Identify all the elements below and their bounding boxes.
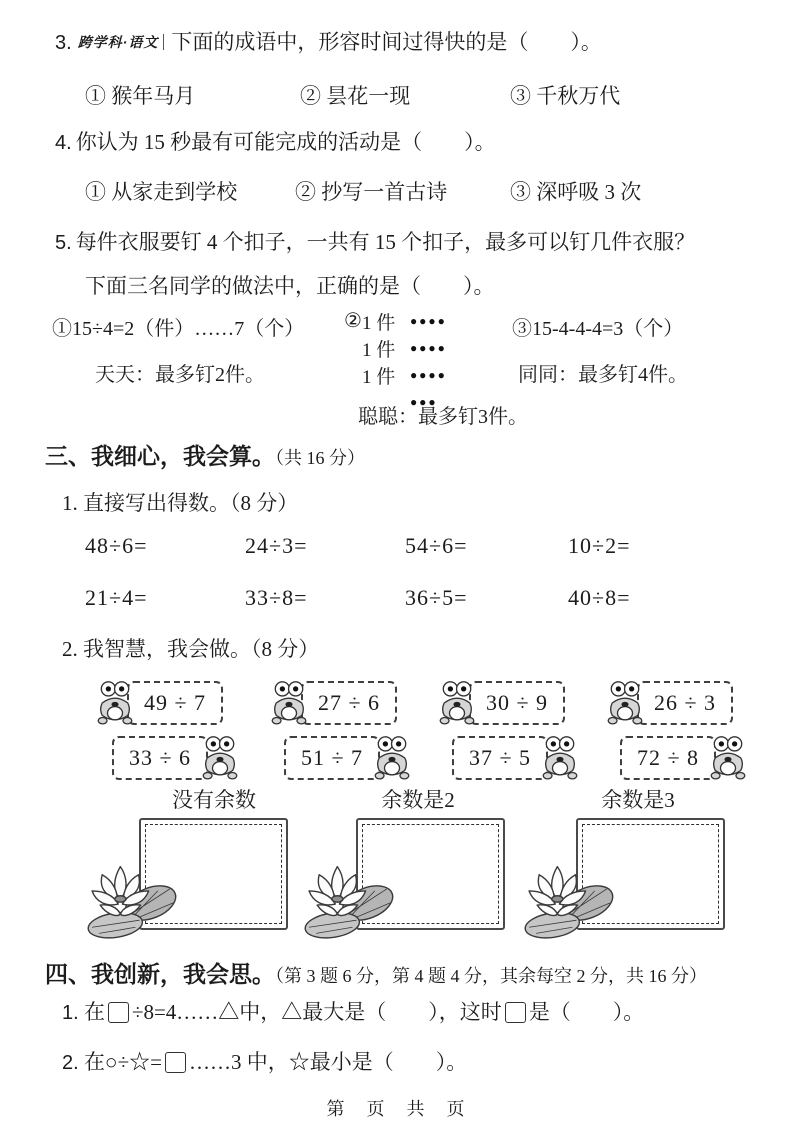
dot-row xyxy=(362,362,447,389)
calc-item: 21÷4= xyxy=(85,585,148,610)
section-3-points: （共 16 分） xyxy=(275,448,365,468)
frog-icon xyxy=(201,733,239,783)
dot-row-dots: ●●●● xyxy=(409,368,447,382)
question-text-segment: ÷8=4……△中，△最大是（ ），这时 xyxy=(131,1000,502,1024)
frog-icon xyxy=(270,678,308,728)
section-4-title: 四、我创新，我会思。 xyxy=(45,961,275,987)
question-4-option-1: ① 从家走到学校 xyxy=(85,180,238,204)
method-2-number: ② xyxy=(344,310,362,332)
frog-card xyxy=(284,733,411,783)
calc-item: 54÷6= xyxy=(405,533,468,558)
question-5-number: 5. xyxy=(55,232,72,254)
division-card: 37 ÷ 5 xyxy=(452,736,548,780)
question-5-text-line2: 下面三名同学的做法中，正确的是（ ）。 xyxy=(85,274,495,298)
frog-card xyxy=(620,733,747,783)
division-card: 72 ÷ 8 xyxy=(620,736,716,780)
lotus-flower-icon xyxy=(304,860,400,940)
section-3-title: 三、我细心，我会算。 xyxy=(45,443,275,469)
dot-row xyxy=(362,308,447,335)
frog-icon xyxy=(373,733,411,783)
bin-label-no-remainder: 没有余数 xyxy=(172,788,256,812)
frog-icon xyxy=(606,678,644,728)
division-card: 27 ÷ 6 xyxy=(301,681,397,725)
dot-row-dots: ●●●● xyxy=(409,314,447,328)
question-3-text: 下面的成语中，形容时间过得快的是（ ）。 xyxy=(171,30,602,54)
blank-square-box xyxy=(505,1002,526,1023)
frog-card xyxy=(452,733,579,783)
frog-icon xyxy=(541,733,579,783)
question-3-option-1: ① 猴年马月 xyxy=(85,84,196,108)
frog-card xyxy=(270,678,397,728)
question-number: 2. xyxy=(62,1052,79,1074)
blank-square-box xyxy=(108,1002,129,1023)
section-3-sub1-title: 1. 直接写出得数。（8 分） xyxy=(62,491,299,515)
frog-card xyxy=(112,733,239,783)
division-card: 51 ÷ 7 xyxy=(284,736,380,780)
method-1-conclusion: 天天：最多钉2件。 xyxy=(95,364,265,386)
section-4-points: （第 3 题 6 分，第 4 题 4 分，其余每空 2 分，共 16 分） xyxy=(275,966,707,986)
question-text-segment: 在 xyxy=(83,1000,105,1024)
question-3-option-3: ③ 千秋万代 xyxy=(510,84,621,108)
section-3-sub2-title: 2. 我智慧，我会做。（8 分） xyxy=(62,637,320,661)
cross-subject-badge: 跨学科·语文 xyxy=(76,34,165,50)
method-3-conclusion: 同同：最多钉4件。 xyxy=(518,364,688,386)
question-4-option-3: ③ 深呼吸 3 次 xyxy=(510,180,642,204)
dot-row-dots: ●●●● xyxy=(409,341,447,355)
section-4-header xyxy=(45,956,707,989)
question-number: 1. xyxy=(62,1002,79,1024)
frog-card xyxy=(438,678,565,728)
calc-item: 36÷5= xyxy=(405,585,468,610)
section-4-question-2 xyxy=(62,1046,467,1076)
lotus-flower-icon xyxy=(524,860,620,940)
method-1-formula: ①15÷4=2（件）……7（个） xyxy=(52,318,305,340)
bin-label-remainder-3: 余数是3 xyxy=(601,788,675,812)
question-4-text: 你认为 15 秒最有可能完成的活动是（ ）。 xyxy=(75,130,496,154)
frog-card xyxy=(96,678,223,728)
calc-item: 10÷2= xyxy=(568,533,631,558)
method-2-conclusion: 聪聪：最多钉3件。 xyxy=(358,406,528,428)
frog-icon xyxy=(96,678,134,728)
question-3-option-2: ② 昙花一现 xyxy=(300,84,411,108)
question-text-segment: 是（ ）。 xyxy=(528,1000,645,1024)
dot-row-label: 1 件 xyxy=(361,367,396,388)
question-3-number: 3. xyxy=(55,32,72,54)
frog-card xyxy=(606,678,733,728)
page-footer: 第 页 共 页 xyxy=(326,1099,467,1119)
question-5 xyxy=(55,226,695,256)
blank-square-box xyxy=(165,1052,186,1073)
division-card: 30 ÷ 9 xyxy=(469,681,565,725)
question-4-number: 4. xyxy=(55,132,72,154)
calc-item: 24÷3= xyxy=(245,533,308,558)
question-3 xyxy=(55,26,602,56)
question-5-text-line1: 每件衣服要钉 4 个扣子，一共有 15 个扣子，最多可以钉几件衣服？ xyxy=(75,230,696,254)
dot-row-label: 1 件 xyxy=(361,340,396,361)
dot-row-label: 1 件 xyxy=(361,313,396,334)
frog-icon xyxy=(438,678,476,728)
section-3-header xyxy=(45,438,365,471)
question-text-segment: ……3 中，☆最小是（ ）。 xyxy=(189,1050,468,1074)
division-card: 26 ÷ 3 xyxy=(637,681,733,725)
calc-item: 40÷8= xyxy=(568,585,631,610)
lotus-flower-icon xyxy=(87,860,183,940)
division-card: 33 ÷ 6 xyxy=(112,736,208,780)
division-card: 49 ÷ 7 xyxy=(127,681,223,725)
frog-icon xyxy=(709,733,747,783)
bin-label-remainder-2: 余数是2 xyxy=(381,788,455,812)
question-4-option-2: ② 抄写一首古诗 xyxy=(295,180,448,204)
dot-row-dots: ●●● xyxy=(409,395,438,409)
calc-item: 33÷8= xyxy=(245,585,308,610)
calc-item: 48÷6= xyxy=(85,533,148,558)
question-text-segment: 在○÷☆= xyxy=(83,1050,162,1074)
method-3-formula: ③15-4-4-4=3（个） xyxy=(512,318,684,340)
dot-row xyxy=(362,335,447,362)
question-4 xyxy=(55,126,496,156)
section-4-question-1 xyxy=(62,996,644,1026)
